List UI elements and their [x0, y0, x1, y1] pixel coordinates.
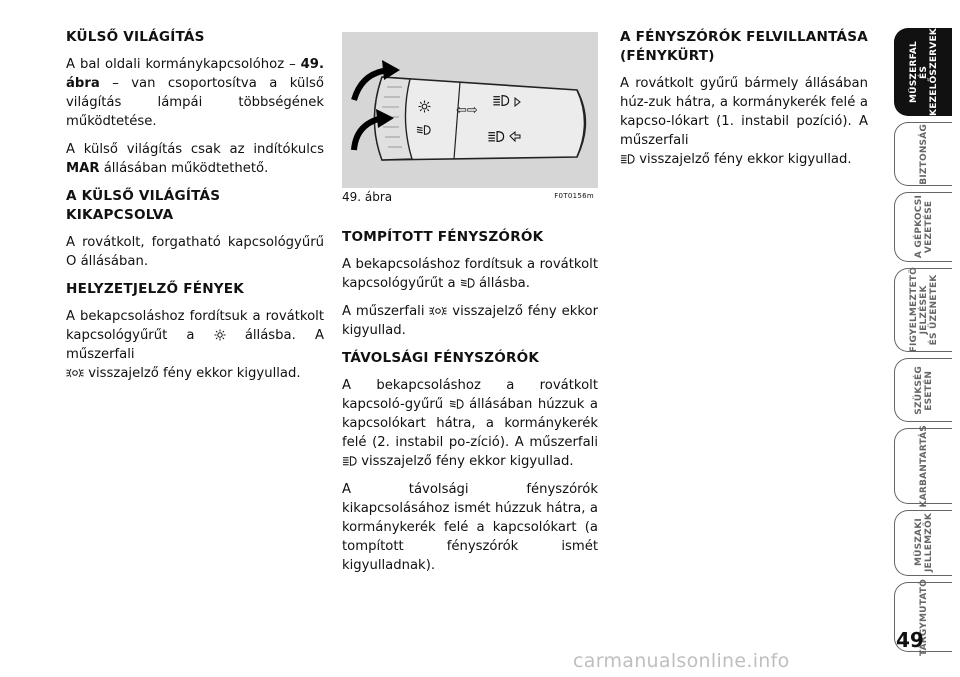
tab-driving[interactable]: A GÉPKOCSI VEZETÉSE	[894, 192, 952, 262]
low-beam-ring-icon	[449, 398, 464, 410]
heading-low-beam: TOMPÍTOTT FÉNYSZÓRÓK	[342, 229, 544, 245]
middle-column	[342, 228, 598, 584]
heading-lights-off: A KÜLSŐ VILÁGÍTÁS KIKAPCSOLVA	[66, 188, 221, 223]
paragraph-high-beam-off: A távolsági fényszórók kikapcsolásához ismét húzzuk hátra, a kormánykerék felé a kapcsolókart (a tompított fényszórók ismét kigyulladnak).	[342, 482, 598, 573]
lever-illustration	[342, 32, 598, 188]
light-switch-lever-drawing	[342, 32, 598, 188]
figure-caption	[342, 190, 598, 204]
tab-technical-data[interactable]: MŰSZAKI JELLEMZŐK	[894, 510, 952, 576]
paragraph-lights-off: A rovátkolt, forgatható kapcsológyűrű O állásában.	[66, 235, 324, 269]
chapter-tabs	[894, 28, 952, 658]
figure-code: F0T0156m	[554, 192, 594, 200]
low-beam-indicator-icon	[429, 305, 447, 317]
figure-reference: 49. ábra	[66, 57, 324, 91]
tab-safety[interactable]: BIZTONSÁG	[894, 122, 952, 186]
paragraph-ignition: A külső világítás csak az indítókulcs MAR állásában működtethető.	[66, 142, 324, 176]
heading-exterior-lights: KÜLSŐ VILÁGÍTÁS	[66, 29, 205, 45]
watermark: carmanualsonline.info	[573, 650, 790, 672]
high-beam-indicator-icon	[342, 455, 357, 467]
heading-flash: A FÉNYSZÓRÓK FELVILLANTÁSA (FÉNYKÜRT)	[620, 29, 868, 64]
side-light-indicator-icon	[66, 367, 84, 379]
page-number: 49	[896, 628, 924, 652]
paragraph-intro: A bal oldali kormánykapcsolóhoz – 49. ábra – van csoportosítva a külső világítás lámpái többségének működtetése.	[66, 57, 324, 129]
tab-warnings[interactable]: FIGYELMEZTETŐ JELZÉSEK ÉS ÜZENETEK	[894, 268, 952, 352]
left-column	[66, 28, 324, 392]
heading-high-beam: TÁVOLSÁGI FÉNYSZÓRÓK	[342, 350, 540, 366]
ignition-mar-label: MAR	[66, 161, 100, 176]
paragraph-side-lights: A bekapcsoláshoz fordítsuk a rovátkolt kapcsológyűrűt a állásba. A műszerfali visszajelző fény ekkor kigyullad.	[66, 309, 324, 381]
svg-text:⇦⇨: ⇦⇨	[456, 103, 478, 118]
tab-emergency[interactable]: SZÜKSÉG ESETÉN	[894, 358, 952, 422]
flash-indicator-icon	[620, 153, 635, 165]
low-beam-icon	[460, 277, 475, 289]
paragraph-low-beam-indicator: A műszerfali visszajelző fény ekkor kigyullad.	[342, 304, 598, 338]
position-light-icon	[214, 329, 226, 341]
tab-index[interactable]: TÁRGYMUTATÓ	[894, 582, 952, 652]
paragraph-high-beam-on: A bekapcsoláshoz a rovátkolt kapcsoló-gyűrű állásában húzzuk a kapcsolókart hátra, a kormánykerék felé (2. instabil po-zíció). A műszerfali visszajelző fény ekkor kigyullad.	[342, 378, 598, 469]
paragraph-low-beam-on: A bekapcsoláshoz fordítsuk a rovátkolt kapcsológyűrűt a állásba.	[342, 257, 598, 291]
tab-dashboard-controls[interactable]: MŰSZERFAL ÉS KEZELŐSZERVEK	[894, 28, 952, 116]
figure-caption-label: 49. ábra	[342, 190, 393, 204]
paragraph-flash: A rovátkolt gyűrű bármely állásában húz-zuk hátra, a kormánykerék felé a kapcso-lókart (1. instabil pozíció). A műszerfali visszajelző fény ekkor kigyullad.	[620, 76, 868, 167]
tab-maintenance[interactable]: KARBANTARTÁS	[894, 428, 952, 504]
heading-side-lights: HELYZETJELZŐ FÉNYEK	[66, 281, 245, 297]
right-column	[620, 28, 868, 178]
